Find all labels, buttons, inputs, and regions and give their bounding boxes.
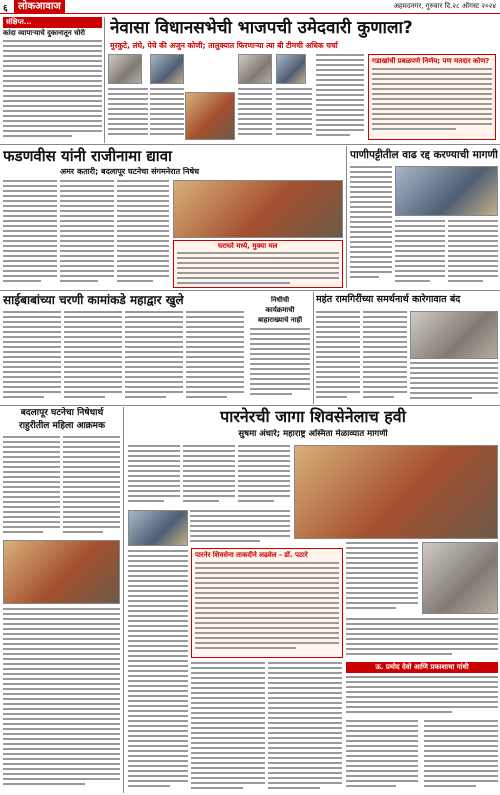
horizontal-rule-2	[0, 290, 500, 291]
sidebar-box-title: गडाखांची प्रबळपणे निर्णय; पण मतदार कोण?	[372, 57, 490, 65]
parner-body-col6	[191, 662, 265, 792]
lead-subhead: मुरकुटे, लंघे, पेचे की अजुन कोणी; तालुक्यात फिरणाऱ्या त्या बी टीमची अधिक चर्चा	[110, 41, 338, 50]
lead-headline: नेवासा विधानसभेची भाजपची उमेदवारी कुणाला?	[110, 18, 413, 38]
badlapur-headline: बदलापूर घटनेचा निषेधार्थ	[20, 408, 104, 418]
lead-body-text-3	[238, 88, 272, 140]
fadnavis-body-col3	[117, 180, 169, 286]
saibaba-headline: साईबाबांच्या चरणी कामांकडे महाद्वार खुले	[3, 293, 184, 307]
column-divider-3	[313, 292, 314, 404]
badlapur-photo	[3, 540, 120, 604]
bottom-right-body-3	[424, 720, 498, 792]
fadnavis-inset-title: घराघरे मध्ये, मुक्या मल	[218, 242, 278, 250]
saibaba-body-col1	[3, 311, 61, 403]
newspaper-logo: लोकआवाज	[14, 0, 65, 13]
candidate-photo-4	[276, 54, 306, 84]
nidhi-label-2: कार्यक्रमाची	[265, 306, 295, 314]
candidate-photo-1	[108, 54, 142, 84]
fadnavis-headline: फडणवीस यांनी राजीनामा द्यावा	[3, 147, 172, 165]
bottom-right-body-1	[346, 676, 498, 716]
saibaba-body-col4	[186, 311, 244, 403]
ramgiri-body-col1	[316, 311, 360, 403]
page-number: ६	[3, 4, 8, 14]
fadnavis-body-col1	[3, 180, 57, 286]
page-masthead	[0, 0, 500, 14]
badlapur-body-col2	[63, 436, 120, 536]
parner-rally-photo	[294, 445, 498, 539]
protest-photo	[173, 180, 343, 238]
parner-subhead: सुषमा अंधारे; महाराष्ट्र अस्मिता मेळाव्यात मागणी	[238, 429, 388, 439]
briefs-header: संक्षिप्त...	[3, 17, 102, 28]
parner-body-col3	[238, 445, 290, 507]
ramgiri-body-col3	[410, 362, 498, 402]
parner-body-col7	[268, 662, 342, 792]
badlapur-body-col1	[3, 436, 60, 536]
fadnavis-body-col2	[60, 180, 114, 286]
saibaba-body-col2	[64, 311, 122, 403]
water-body-col3	[448, 220, 498, 286]
horizontal-rule-3	[0, 405, 500, 406]
column-divider-4	[123, 407, 124, 793]
candidate-group-photo	[185, 92, 235, 140]
parner-headline: पारनेरची जागा शिवसेनेलाच हवी	[220, 407, 406, 426]
water-body-col1	[350, 166, 392, 286]
lead-body-text	[108, 88, 148, 140]
bottom-right-body-2	[346, 720, 418, 792]
candidate-photo-3	[238, 54, 272, 84]
column-divider	[104, 17, 105, 143]
parner-body-col2	[183, 445, 235, 507]
issue-date: अहमदनगर, गुरुवार दि.२८ ऑगस्ट २०२४	[393, 2, 496, 10]
parner-body-col5	[128, 550, 188, 792]
parner-stage-photo	[128, 510, 188, 546]
ramgiri-body-col2	[363, 311, 407, 403]
sidebar-box-text	[372, 68, 492, 138]
lead-body-text-5	[316, 54, 364, 140]
parner-body-col9	[346, 618, 498, 658]
nidhi-label-3: बाहाराख्याचे नाही	[257, 316, 303, 324]
brief-title: कांदा व्यापाऱ्याचे दुकानातून चोरी	[3, 29, 85, 37]
parner-body-col1	[128, 445, 180, 507]
fadnavis-subhead: अमर कतारी; बदलापूर घटनेचा संगमनेरात निषेध	[60, 167, 199, 176]
lead-body-text-4	[276, 88, 312, 140]
parner-body-col8	[346, 542, 418, 614]
fadnavis-inset-text	[177, 252, 339, 286]
water-tax-headline: पाणीपट्टीतील वाढ रद्द करण्याची मागणी	[350, 149, 498, 161]
ramgiri-headline: महंत रामगिरींच्या समर्थनार्थ कारेगावात बंद	[316, 294, 461, 305]
nidhi-body	[250, 328, 310, 402]
parner-portrait-photo	[422, 542, 498, 614]
parner-body-col4	[190, 510, 290, 546]
parner-inset-text	[195, 562, 339, 656]
badlapur-body-bottom	[3, 608, 120, 792]
lead-body-text-2	[150, 88, 184, 140]
parner-inset-title: पारनेर शिवसेना ताकदीने लढवेल - डॉ. पठारे	[195, 551, 308, 559]
water-body-col2	[395, 220, 445, 286]
badlapur-subhead: राहुरीतील महिला आक्रमक	[19, 421, 105, 431]
saibaba-body-col3	[125, 311, 183, 403]
horizontal-rule	[0, 144, 500, 145]
ramgiri-photo	[410, 311, 498, 359]
water-meeting-photo	[395, 166, 498, 216]
brief-body-text	[3, 40, 102, 140]
candidate-photo-2	[150, 54, 184, 84]
bottom-right-caption: ऊ. प्रमोद देवो आणि प्रकाशाचा गांधी	[346, 662, 498, 673]
nidhi-label-1: निधीची	[270, 296, 290, 304]
column-divider-2	[346, 146, 347, 288]
